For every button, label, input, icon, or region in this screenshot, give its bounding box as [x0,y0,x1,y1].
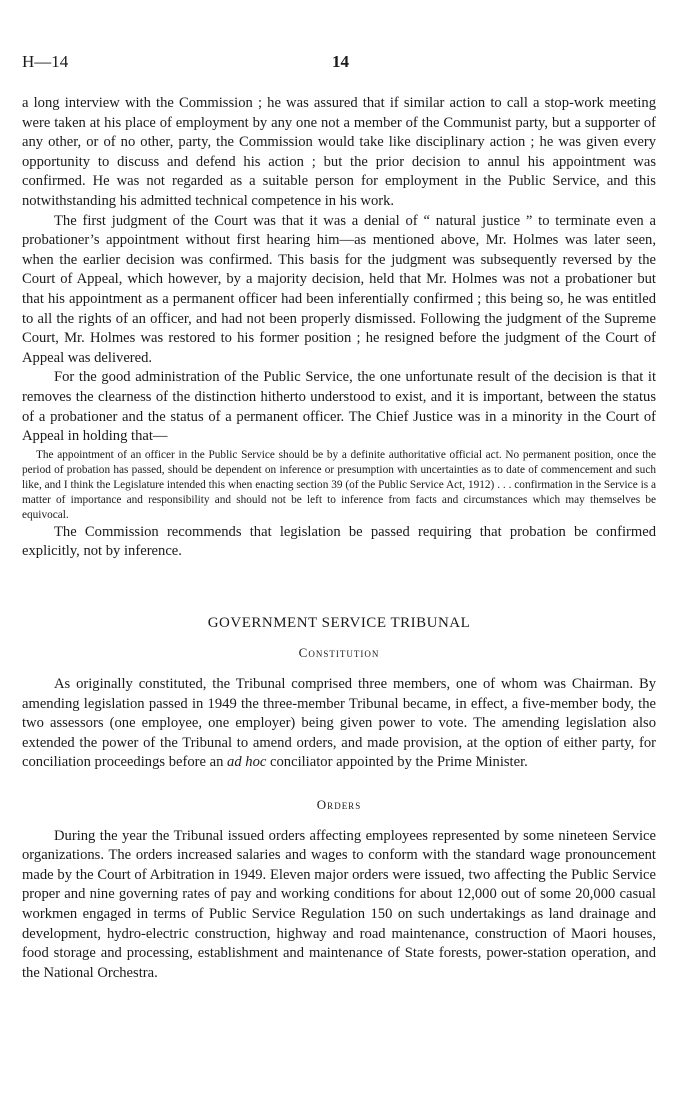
constitution-text-end: conciliator appointed by the Prime Minister. [266,754,528,771]
paragraph-good-administration: For the good administration of the Public Service, the one unfortunate result of the decision is that it removes the clearness of the distinction hitherto understood to exist, and it is important, between the status of a probationer and the status of a permanent officer. The Chief Justice was in a minority in the Court of Appeal in holding that— [22,369,656,445]
paragraph-first-judgment: The first judgment of the Court was that it was a denial of “ natural justice ” to terminate even a probationer’s appointment without first hearing him—as mentioned above, Mr. Holmes was later seen, when the earlier decision was confirmed. This basis for the judgment was subsequently reversed by the Court of Appeal, which however, by a majority decision, held that Mr. Holmes was not a probationer but that his appointment as a permanent officer had been inferentially confirmed ; this being so, he was entitled to all the rights of an officer, and had not been properly dismissed. Following the judgment of the Supreme Court, Mr. Holmes was restored to his former position ; he resigned before the judgment of the Court of Appeal was delivered. [22,212,656,366]
chief-justice-quotation: The appointment of an officer in the Public Service should be by a definite authoritative official act. No permanent position, once the period of probation has passed, should be dependent on inference or presumption with uncertainties as to date of commencement and such like, and I think the Legislature intended this when enacting section 39 (of the Public Service Act, 1912) . . . confirmation in the Service is a matter of importance and responsibility and should not be left to inference from facts and circumstances which may themselves be equivocal. [22,448,656,521]
constitution-text-italic: ad hoc [227,754,267,771]
paragraph-continued: a long interview with the Commission ; he was assured that if similar action to call a stop-work meeting were taken at his place of employment by any one not a member of the Communist party, but a supporter of any other, or of no other, party, the Commission would take like disciplinary action ; he was given every opportunity to discuss and defend his action ; but the prior decision to annul his appointment was confirmed. He was not regarded as a suitable person for employment in the Public Service, and this notwithstanding his admitted technical competence in his work. [22,95,656,209]
page-header [22,52,656,76]
subheading-orders: Orders [316,797,362,813]
subheading-constitution: Constitution [298,645,380,661]
paragraph-recommendation: The Commission recommends that legislation be passed requiring that probation be confirmed explicitly, not by inference. [22,523,656,560]
paragraph-constitution [22,675,656,773]
section-heading: GOVERNMENT SERVICE TRIBUNAL [207,614,471,631]
page-body [22,94,656,983]
paragraph-orders: During the year the Tribunal issued orders affecting employees represented by some nineteen Service organizations. The orders increased salaries and wages to conform with the standard wage pronouncement made by the Court of Arbitration in 1949. Eleven major orders were issued, two affecting the Public Service proper and nine governing rates of pay and working conditions for about 12,000 out of some 20,000 casual workmen engaged in terms of Public Service Regulation 150 on such undertakings as land drainage and development, hydro-electric construction, highway and road maintenance, construction of Maori houses, food storage and processing, establishment and maintenance of State forests, power-station operation, and the National Orchestra. [22,827,656,981]
page-number: 14 [332,52,349,71]
constitution-text-start: As originally constituted, the Tribunal comprised three members, one of whom was Chairman. By amending legislation passed in 1949 the three-member Tribunal became, in effect, a five-member body, the two assessors (one employee, one employer) being given power to vote. The amending legislation also extended the power of the Tribunal to amend orders, and made provision, at the option of either party, for conciliation proceedings before an [22,676,656,771]
document-reference: H—14 [22,52,69,71]
